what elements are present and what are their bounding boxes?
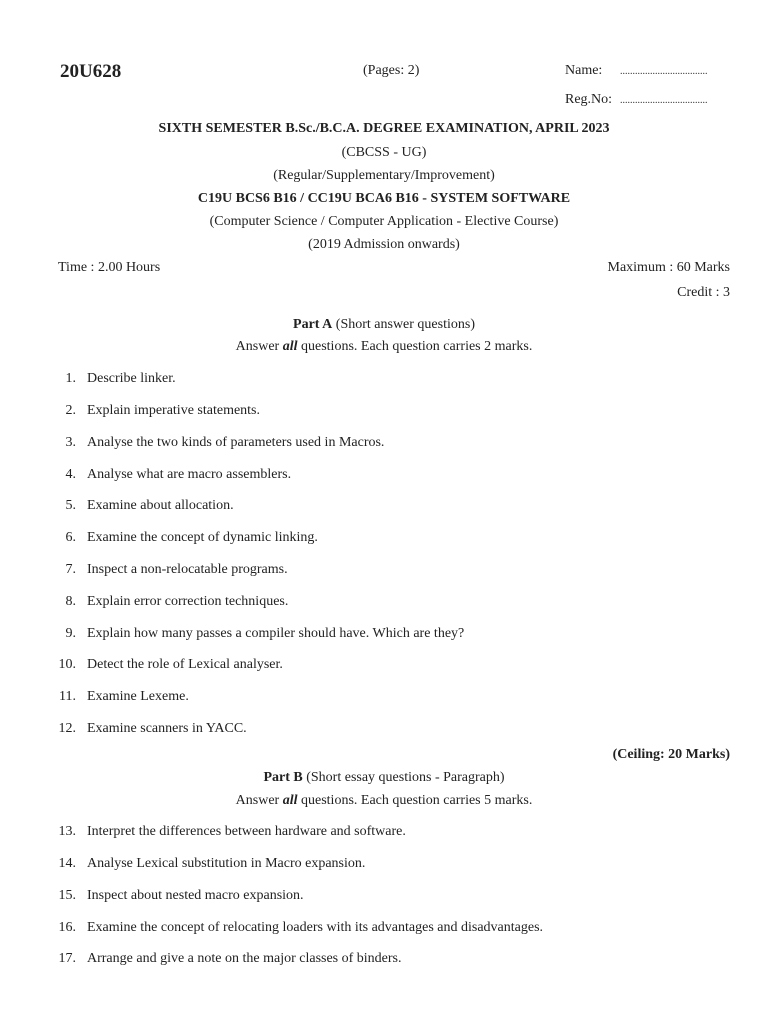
question-text: Analyse the two kinds of parameters used in Macros. (87, 435, 385, 450)
part-a-title: Part A (293, 317, 333, 332)
question-item (52, 371, 742, 391)
course-stream: (Computer Science / Computer Application - Elective Course) (209, 214, 559, 229)
question-item (52, 562, 742, 582)
question-number: 15. (58, 888, 76, 903)
question-number: 17. (58, 951, 76, 966)
question-text: Analyse Lexical substitution in Macro expansion. (87, 856, 366, 871)
course-title: C19U BCS6 B16 / CC19U BCA6 B16 - SYSTEM SOFTWARE (197, 191, 571, 206)
question-number: 6. (65, 530, 76, 545)
question-text: Inspect about nested macro expansion. (87, 888, 304, 903)
question-item (52, 920, 742, 940)
question-number: 5. (65, 498, 76, 513)
question-text: Explain how many passes a compiler should have. Which are they? (87, 626, 465, 641)
question-text: Analyse what are macro assemblers. (87, 467, 292, 482)
question-text: Examine the concept of relocating loaders with its advantages and disadvantages. (87, 920, 544, 935)
question-text: Examine about allocation. (87, 498, 234, 513)
question-item (52, 626, 742, 646)
part-a-heading (0, 317, 768, 333)
question-text: Arrange and give a note on the major classes of binders. (87, 951, 402, 966)
part-b-subtitle: (Short essay questions - Paragraph) (302, 770, 505, 785)
pages-count: (Pages: 2) (363, 63, 420, 78)
question-item (52, 824, 742, 844)
question-text: Describe linker. (87, 371, 176, 386)
exam-type: (Regular/Supplementary/Improvement) (273, 168, 495, 183)
part-a-subtitle: (Short answer questions) (332, 317, 475, 332)
question-item (52, 856, 742, 876)
question-text: Examine Lexeme. (87, 689, 189, 704)
question-text: Explain error correction techniques. (87, 594, 289, 609)
instr-emphasis: all (282, 793, 298, 808)
question-item (52, 594, 742, 614)
admission-note: (2019 Admission onwards) (308, 237, 460, 252)
question-number: 12. (58, 721, 76, 736)
question-item (52, 498, 742, 518)
exam-title: SIXTH SEMESTER B.Sc./B.C.A. DEGREE EXAMINATION, APRIL 2023 (158, 121, 610, 136)
instr-text: Answer (235, 793, 283, 808)
question-number: 8. (65, 594, 76, 609)
name-blank: ................................... (620, 66, 708, 77)
question-text: Explain imperative statements. (87, 403, 261, 418)
question-number: 9. (65, 626, 76, 641)
exam-scheme: (CBCSS - UG) (341, 145, 427, 160)
question-text: Examine scanners in YACC. (87, 721, 247, 736)
part-b-heading (0, 770, 768, 786)
question-item (52, 888, 742, 908)
question-text: Interpret the differences between hardware and software. (87, 824, 406, 839)
max-marks: Maximum : 60 Marks (607, 260, 730, 275)
instr-text: questions. Each question carries 2 marks. (297, 339, 533, 354)
question-number: 7. (65, 562, 76, 577)
question-number: 10. (58, 657, 76, 672)
question-item (52, 721, 742, 741)
question-text: Detect the role of Lexical analyser. (87, 657, 283, 672)
question-item (52, 657, 742, 677)
paper-code: 20U628 (60, 61, 122, 82)
exam-time: Time : 2.00 Hours (58, 260, 161, 275)
part-a-ceiling: (Ceiling: 20 Marks) (612, 747, 730, 762)
part-b-title: Part B (263, 770, 303, 785)
instr-text: Answer (235, 339, 283, 354)
part-a-instructions (0, 339, 768, 355)
question-item (52, 689, 742, 709)
question-item (52, 467, 742, 487)
question-number: 4. (65, 467, 76, 482)
question-item (52, 951, 742, 971)
question-item (52, 403, 742, 423)
question-number: 14. (58, 856, 76, 871)
question-number: 2. (65, 403, 76, 418)
credit: Credit : 3 (677, 285, 730, 300)
name-label: Name: (565, 63, 603, 78)
part-b-instructions (0, 793, 768, 809)
instr-emphasis: all (282, 339, 298, 354)
regno-blank: ................................... (620, 95, 708, 106)
question-number: 11. (59, 689, 76, 704)
question-number: 16. (58, 920, 76, 935)
question-item (52, 435, 742, 455)
regno-label: Reg.No: (565, 92, 613, 107)
question-number: 3. (65, 435, 76, 450)
question-number: 1. (65, 371, 76, 386)
question-number: 13. (58, 824, 76, 839)
question-text: Inspect a non-relocatable programs. (87, 562, 288, 577)
question-text: Examine the concept of dynamic linking. (87, 530, 318, 545)
instr-text: questions. Each question carries 5 marks. (297, 793, 533, 808)
question-item (52, 530, 742, 550)
